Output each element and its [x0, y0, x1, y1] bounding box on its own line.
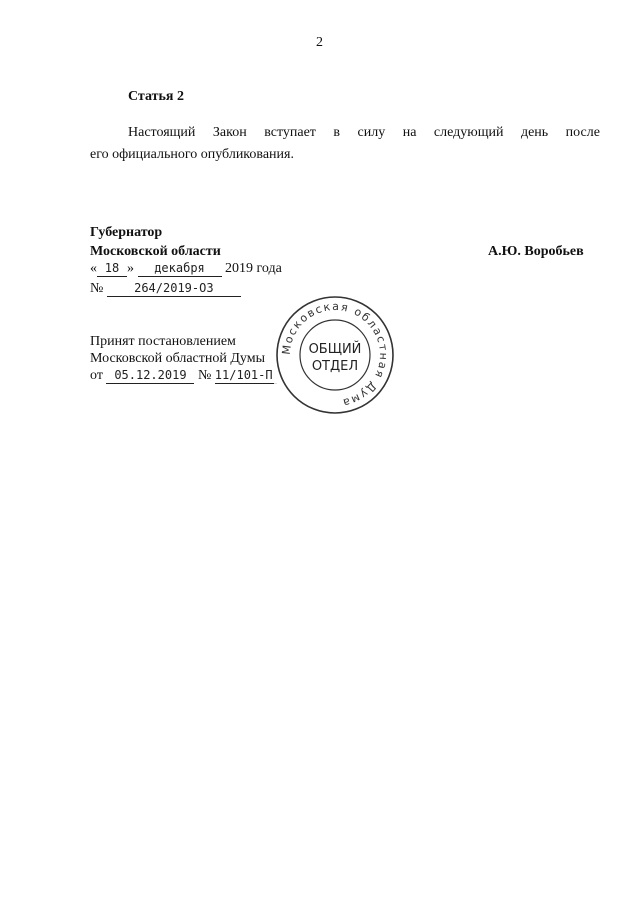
stamp-center-line-2: ОТДЕЛ: [311, 359, 359, 374]
adoption-number-label: №: [197, 368, 212, 383]
word: Закон: [212, 125, 247, 140]
word: в: [333, 125, 341, 140]
word: день: [520, 125, 549, 140]
article-heading: Статья 2: [128, 89, 184, 104]
signing-month: декабря: [138, 261, 222, 277]
adoption-line-2: Московской областной Думы: [90, 351, 265, 366]
official-stamp: [274, 294, 396, 416]
word: силу: [357, 125, 386, 140]
word: Настоящий: [128, 125, 196, 140]
close-quote: »: [127, 261, 134, 276]
paragraph-line-2: его официального опубликования.: [90, 147, 294, 162]
word: на: [402, 125, 417, 140]
word: вступает: [264, 125, 316, 140]
adoption-date-label: от: [90, 368, 103, 383]
adoption-date-value: 05.12.2019: [106, 368, 194, 384]
word: после: [565, 125, 600, 140]
adoption-line-1: Принят постановлением: [90, 334, 236, 349]
signing-day: 18: [97, 261, 127, 277]
paragraph-line-1: [90, 122, 600, 144]
signing-date: [90, 261, 282, 277]
word: следующий: [433, 125, 504, 140]
governor-region: Московской области: [90, 244, 221, 259]
adoption-number-value: 11/101-П: [215, 368, 277, 384]
number-label: №: [90, 281, 104, 296]
stamp-ring-text: Московская областная Дума: [279, 299, 391, 410]
adoption-date: [90, 368, 277, 384]
open-quote: «: [90, 261, 97, 276]
stamp-center-line-1: ОБЩИЙ: [308, 342, 362, 357]
law-number: [90, 281, 241, 297]
page-number: 2: [316, 35, 323, 50]
article-paragraph: [90, 122, 600, 166]
governor-name: А.Ю. Воробьев: [488, 244, 584, 259]
governor-title: Губернатор: [90, 225, 163, 240]
law-number-value: 264/2019-ОЗ: [107, 281, 241, 297]
signing-year: 2019 года: [225, 261, 282, 276]
